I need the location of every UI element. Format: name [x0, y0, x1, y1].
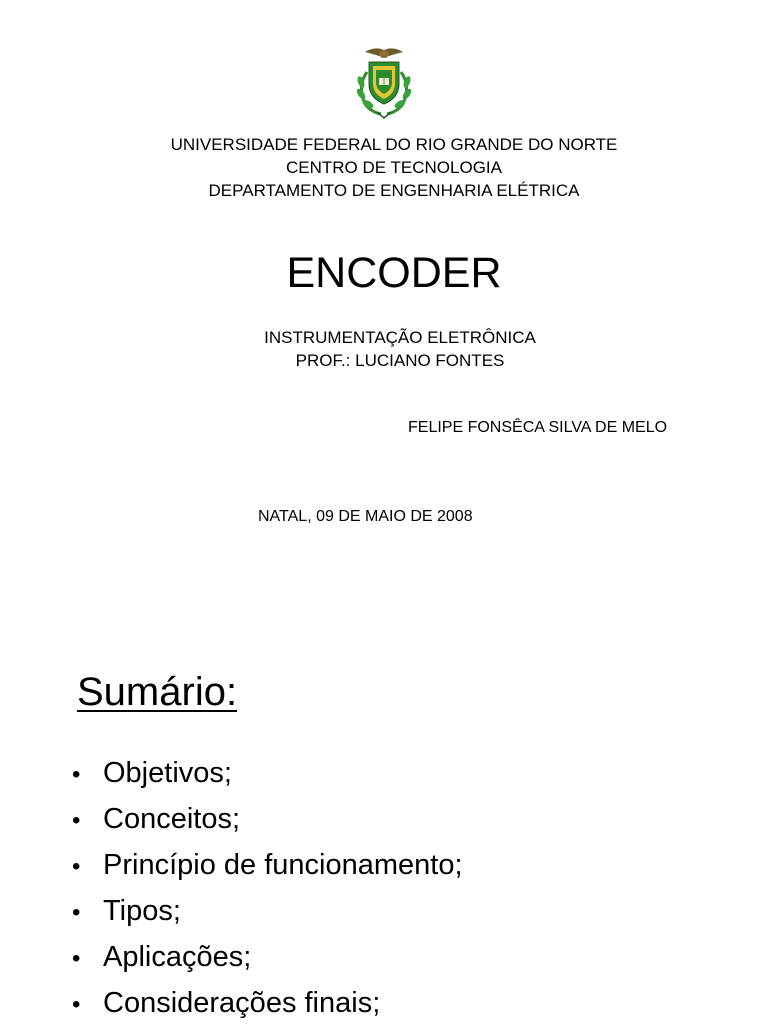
- bullet-icon: •: [72, 899, 81, 926]
- list-item-text: Objetivos;: [103, 757, 232, 789]
- course-subject: INSTRUMENTAÇÃO ELETRÔNICA: [264, 328, 536, 347]
- course-professor: PROF.: LUCIANO FONTES: [295, 351, 505, 370]
- bullet-icon: •: [72, 807, 81, 834]
- bullet-icon: •: [72, 761, 81, 788]
- list-item-text: Considerações finais;: [103, 987, 381, 1019]
- institution-header: [0, 133, 768, 202]
- department-name: DEPARTAMENTO DE ENGENHARIA ELÉTRICA: [208, 181, 580, 200]
- list-item: [72, 751, 463, 797]
- list-item: [72, 981, 463, 1027]
- list-item: [72, 935, 463, 981]
- summary-heading: Sumário:: [77, 670, 238, 714]
- course-info: [0, 326, 768, 372]
- bullet-icon: •: [72, 991, 81, 1018]
- list-item-text: Princípio de funcionamento;: [103, 849, 463, 881]
- list-item: [72, 843, 463, 889]
- center-name: CENTRO DE TECNOLOGIA: [286, 158, 502, 177]
- university-crest-icon: [343, 42, 425, 122]
- author-name: FELIPE FONSÊCA SILVA DE MELO: [408, 419, 668, 436]
- list-item-text: Conceitos;: [103, 803, 241, 835]
- list-item-text: Aplicações;: [103, 941, 252, 973]
- list-item: [72, 889, 463, 935]
- list-item: [72, 797, 463, 843]
- summary-list: [72, 751, 463, 1027]
- bullet-icon: •: [72, 853, 81, 880]
- place-date: NATAL, 09 DE MAIO DE 2008: [258, 508, 473, 525]
- university-name: UNIVERSIDADE FEDERAL DO RIO GRANDE DO NORTE: [170, 135, 618, 154]
- bullet-icon: •: [72, 945, 81, 972]
- document-title: ENCODER: [286, 249, 502, 297]
- list-item-text: Tipos;: [103, 895, 181, 927]
